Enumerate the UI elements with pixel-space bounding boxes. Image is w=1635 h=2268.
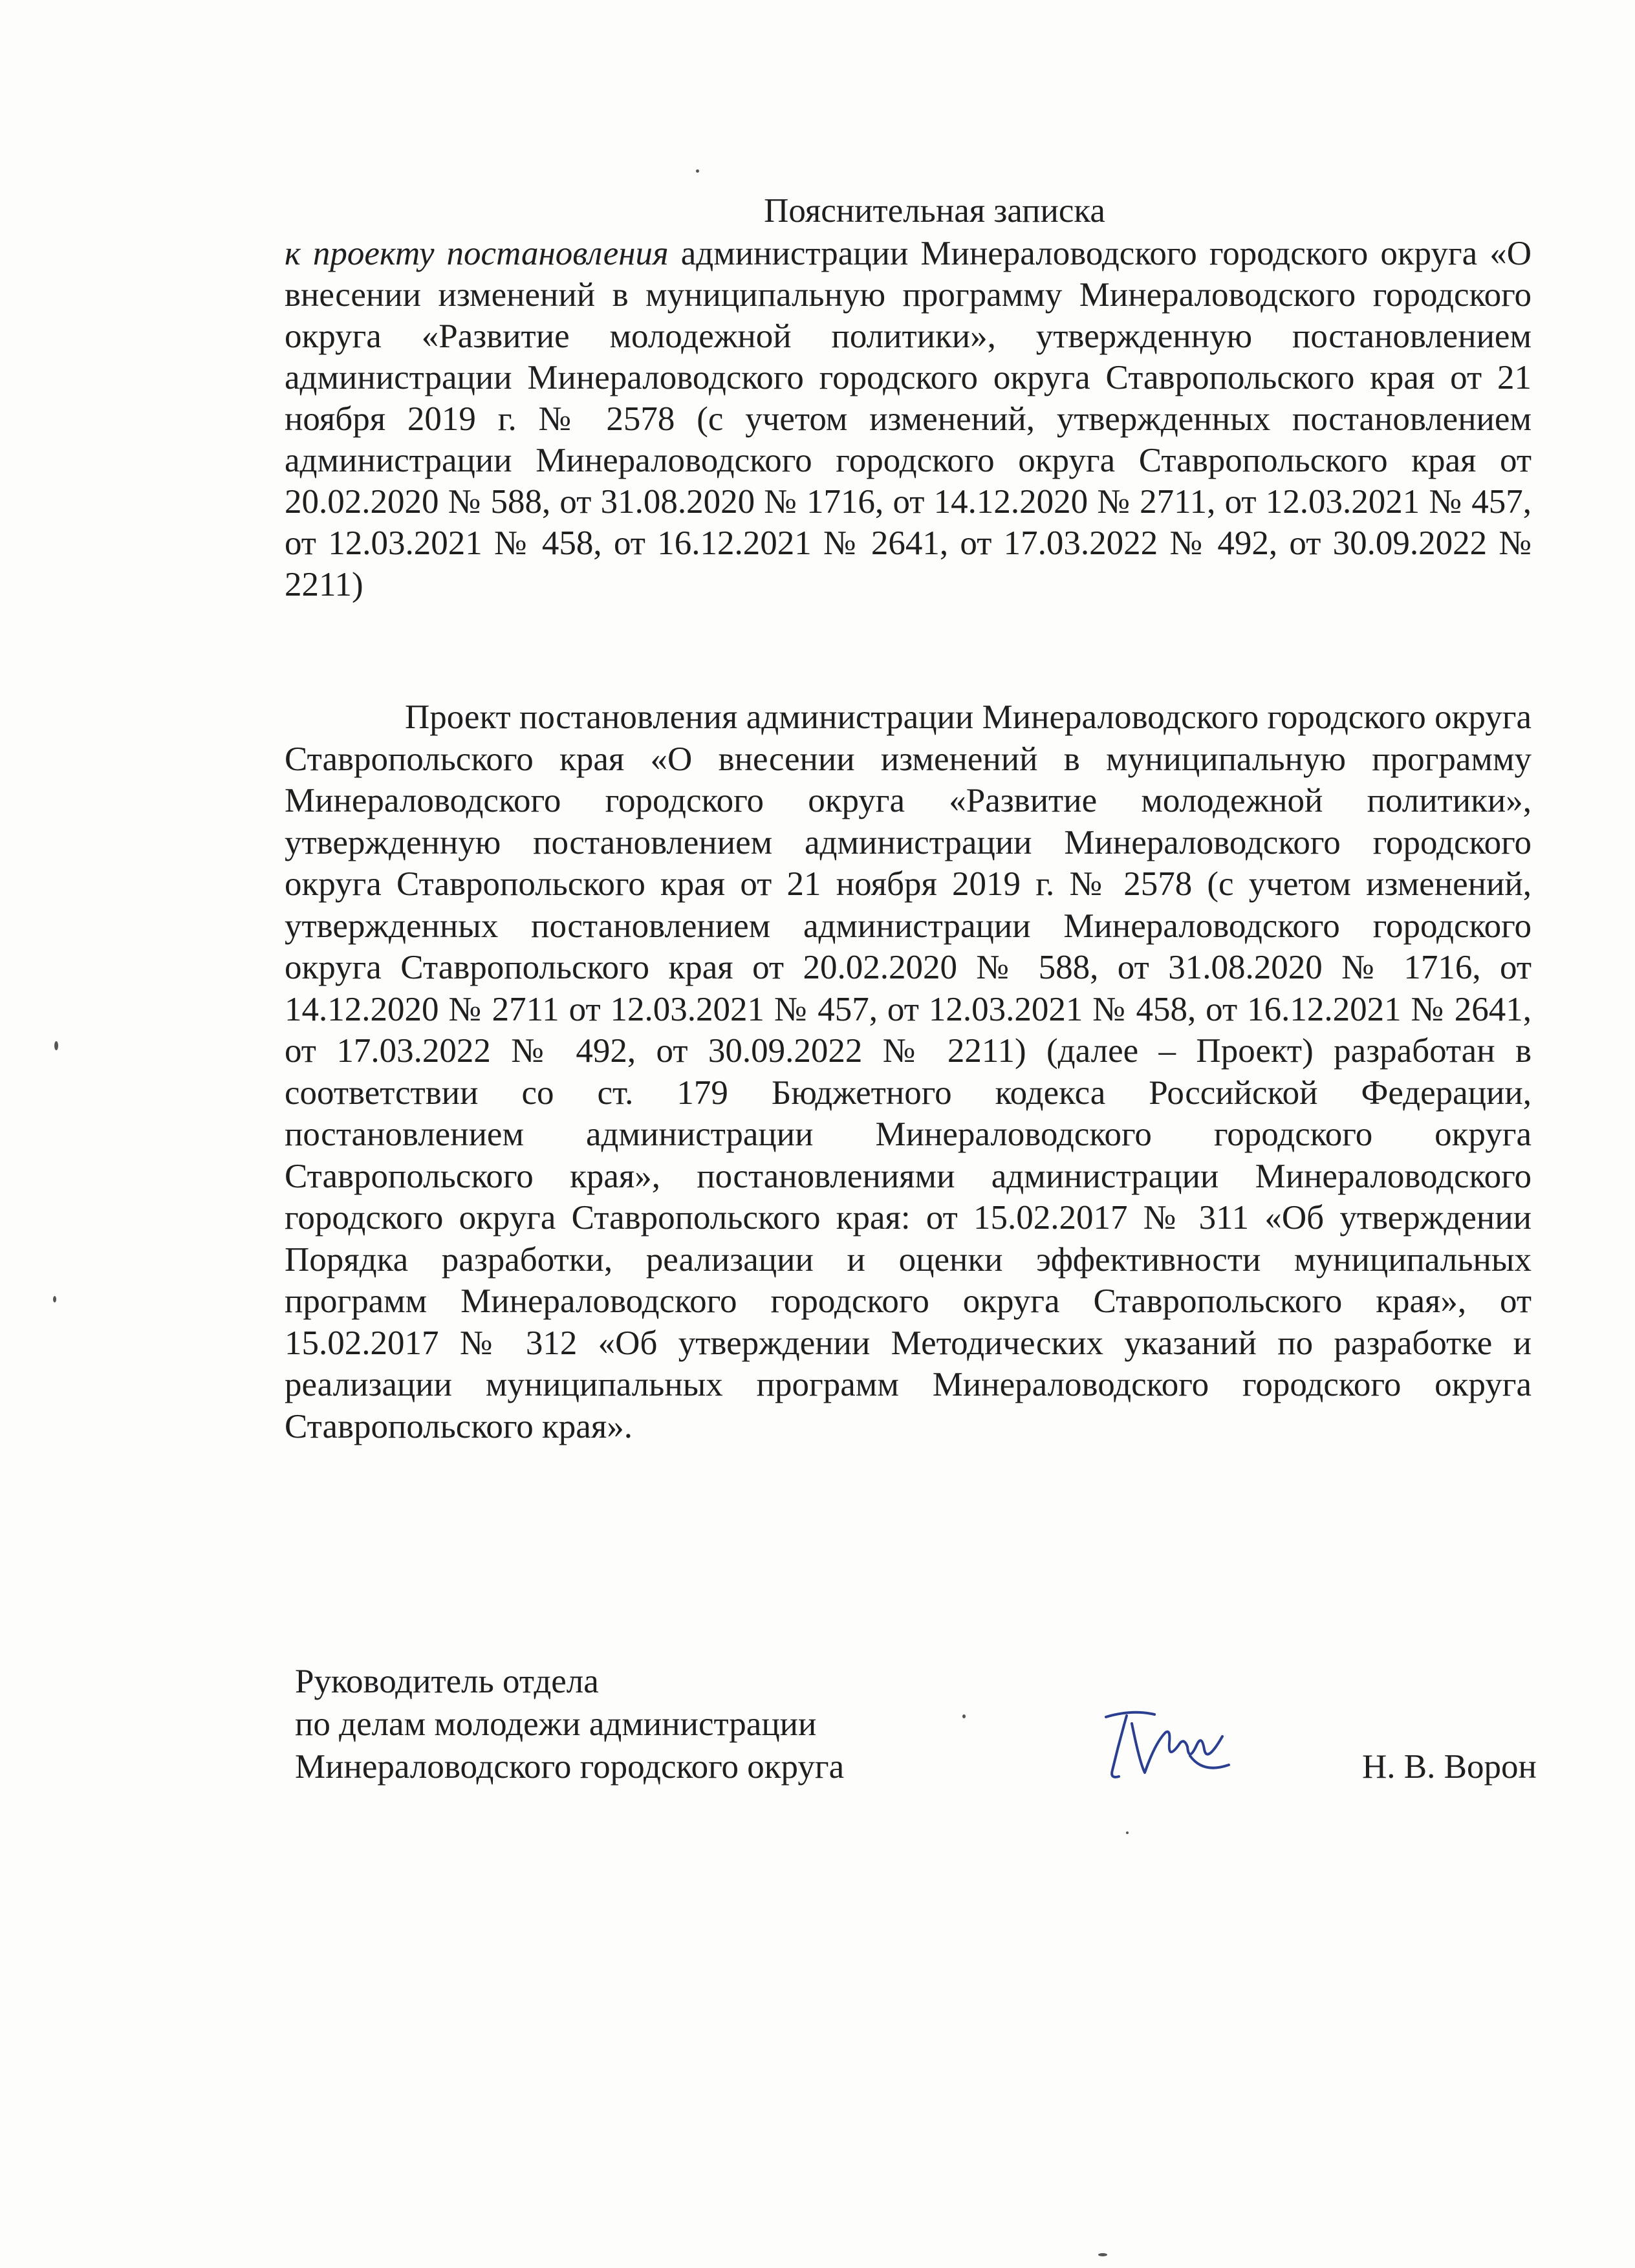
position-line-2: по делам молодежи администрации [295,1705,817,1743]
position-line-1: Руководитель отдела [295,1663,599,1700]
signatory-position [295,1660,844,1788]
document-body: Проект постановления администрации Минераловодского городского округа Ставропольского края «О внесении изменений в муниципальную программу Минераловодского городского округа «Развитие молодежной политики», утвержденную постановлением администрации Минераловодского городского округа Ставропольского края от 21 ноября 2019 г. № 2578 (с учетом изменений, утвержденных постановлением администрации Минераловодского городского округа Ставропольского края от 20.02.2020 № 588, от 31.08.2020 № 1716, от 14.12.2020 № 2711 от 12.03.2021 № 457, от 12.03.2021 № 458, от 16.12.2021 № 2641, от 17.03.2022 № 492, от 30.09.2022 № 2211) (далее – Проект) разработан в соответствии со ст. 179 Бюджетного кодекса Российской Федерации, постановлением администрации Минераловодского городского округа Ставропольского края», постановлениями администрации Минераловодского городского округа Ставропольского края: от 15.02.2017 № 311 «Об утверждении Порядка разработки, реализации и оценки эффективности муниципальных программ Минераловодского городского округа Ставропольского края», от 15.02.2017 № 312 «Об утверждении Методических указаний по разработке и реализации муниципальных программ Минераловодского городского округа Ставропольского края». [285,698,1532,1445]
scan-speck [54,1041,58,1050]
handwritten-signature [1093,1698,1242,1788]
signatory-name: Н. В. Ворон [1362,1748,1537,1786]
scan-speck [696,169,699,173]
subject-lead: к проекту постановления [285,235,669,272]
position-line-3: Минераловодского городского округа [295,1748,845,1786]
document-title: Пояснительная записка [764,192,1105,230]
document-subject [285,233,1532,605]
scan-speck [962,1714,966,1718]
subject-rest: администрации Минераловодского городского округа «О внесении изменений в муниципальную программу Минераловодского городского округа «Развитие молодежной политики», утвержденную постановлением администрации Минераловодского городского округа Ставропольского края от 21 ноября 2019 г. № 2578 (с учетом изменений, утвержденных постановлением администрации Минераловодского городского округа Ставропольского края от 20.02.2020 № 588, от 31.08.2020 № 1716, от 14.12.2020 № 2711, от 12.03.2021 № 457, от 12.03.2021 № 458, от 16.12.2021 № 2641, от 17.03.2022 № 492, от 30.09.2022 № 2211) [285,235,1532,603]
scan-speck [1126,1831,1129,1834]
scan-speck [1098,2253,1107,2256]
scan-speck [53,1296,56,1302]
